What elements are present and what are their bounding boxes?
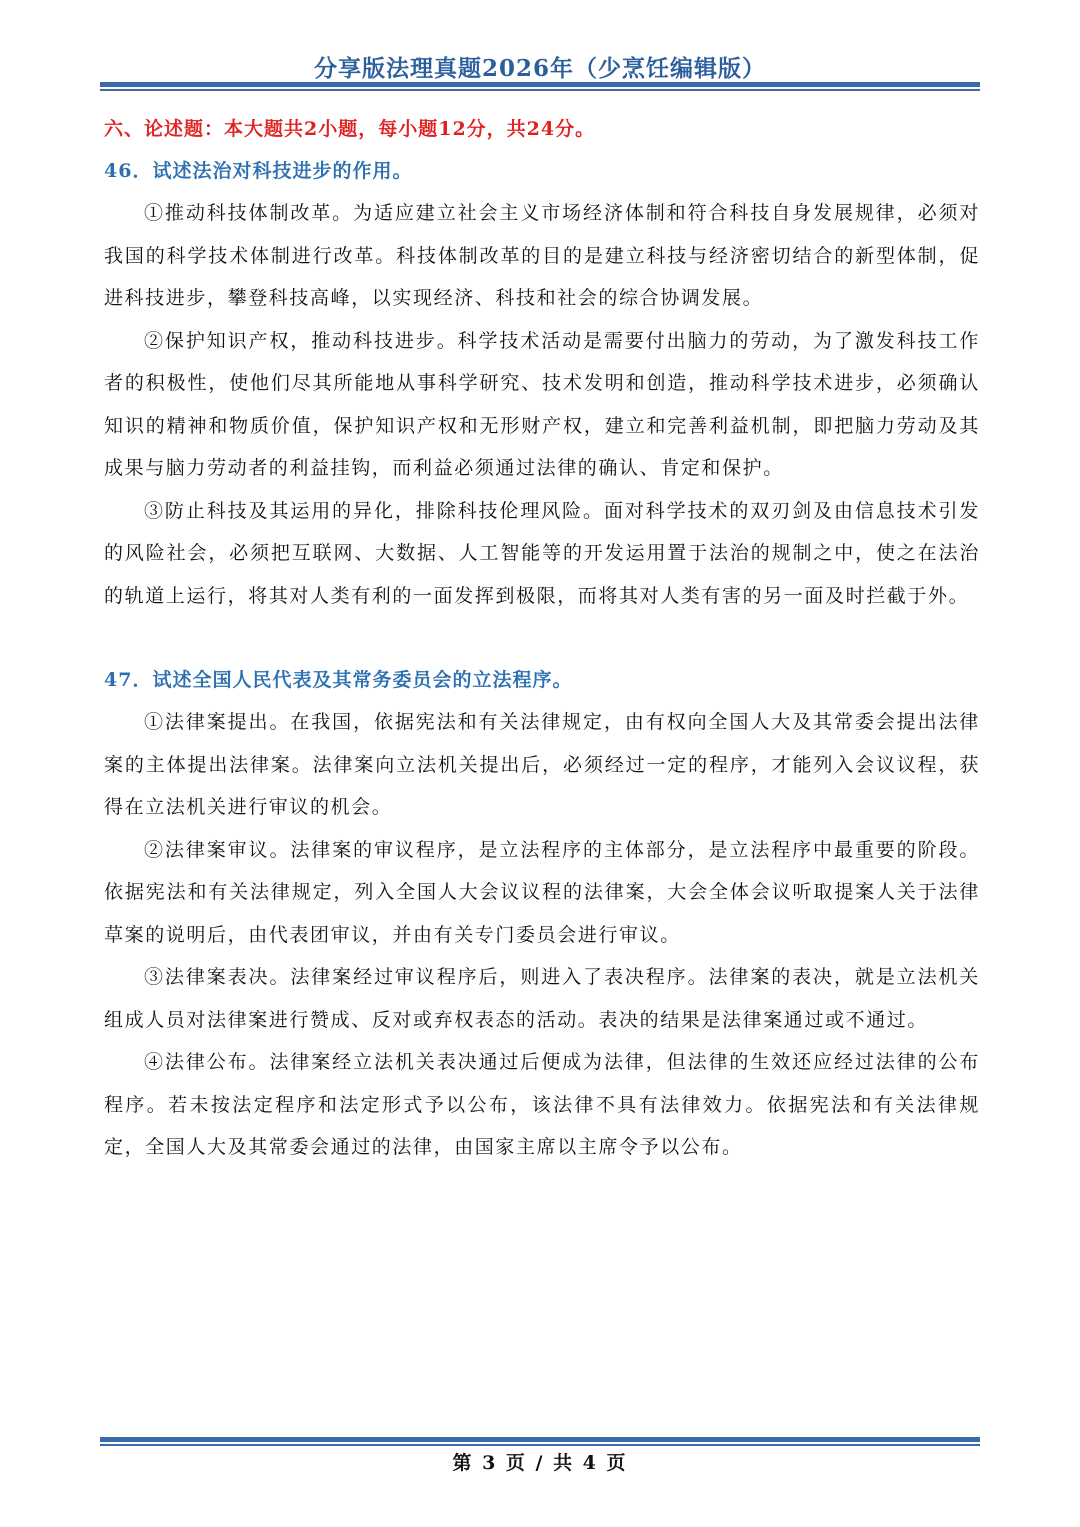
question-46 [104, 150, 980, 617]
document-title: 分享版法理真题2026年（少烹饪编辑版） [313, 55, 766, 82]
page-content [104, 108, 980, 1169]
answer-paragraph: ③防止科技及其运用的异化，排除科技伦理风险。面对科学技术的双刃剑及由信息技术引发的风险社会，必须把互联网、大数据、人工智能等的开发运用置于法治的规制之中，使之在法治的轨道上运行，将其对人类有利的一面发挥到极限，而将其对人类有害的另一面及时拦截于外。 [104, 499, 980, 607]
answer-paragraph: ①法律案提出。在我国，依据宪法和有关法律规定，由有权向全国人大及其常委会提出法律案的主体提出法律案。法律案向立法机关提出后，必须经过一定的程序，才能列入会议议程，获得在立法机关进行审议的机会。 [104, 711, 980, 818]
footer-divider [100, 1437, 980, 1446]
section-heading: 六、论述题：本大题共2小题，每小题12分，共24分。 [104, 118, 596, 140]
page-number: 第 3 页 / 共 4 页 [452, 1452, 628, 1474]
question-spacer [104, 617, 980, 659]
answer-paragraph: ②保护知识产权，推动科技进步。科学技术活动是需要付出脑力的劳动，为了激发科技工作者的积极性，使他们尽其所能地从事科学研究、技术发明和创造，推动科学技术进步，必须确认知识的精神和物质价值，保护知识产权和无形财产权，建立和完善利益机制，即把脑力劳动及其成果与脑力劳动者的利益挂钩，而利益必须通过法律的确认、肯定和保护。 [104, 329, 980, 479]
answer-paragraph: ④法律公布。法律案经立法机关表决通过后便成为法律，但法律的生效还应经过法律的公布程序。若未按法定程序和法定形式予以公布，该法律不具有法律效力。依据宪法和有关法律规定，全国人大及其常委会通过的法律，由国家主席以主席令予以公布。 [104, 1051, 980, 1158]
answer-paragraph: ③法律案表决。法律案经过审议程序后，则进入了表决程序。法律案的表决，就是立法机关组成人员对法律案进行赞成、反对或弃权表态的活动。表决的结果是法律案通过或不通过。 [104, 966, 980, 1031]
question-47 [104, 659, 980, 1169]
question-title: 46．试述法治对科技进步的作用。 [104, 160, 413, 182]
answer-paragraph: ①推动科技体制改革。为适应建立社会主义市场经济体制和符合科技自身发展规律，必须对我国的科学技术体制进行改革。科技体制改革的目的是建立科技与经济密切结合的新型体制，促进科技进步，攀登科技高峰，以实现经济、科技和社会的综合协调发展。 [104, 202, 980, 309]
question-title: 47．试述全国人民代表及其常务委员会的立法程序。 [104, 669, 573, 691]
answer-paragraph: ②法律案审议。法律案的审议程序，是立法程序的主体部分，是立法程序中最重要的阶段。依据宪法和有关法律规定，列入全国人大会议议程的法律案，大会全体会议听取提案人关于法律草案的说明后，由代表团审议，并由有关专门委员会进行审议。 [104, 838, 980, 946]
header-divider [100, 82, 980, 91]
